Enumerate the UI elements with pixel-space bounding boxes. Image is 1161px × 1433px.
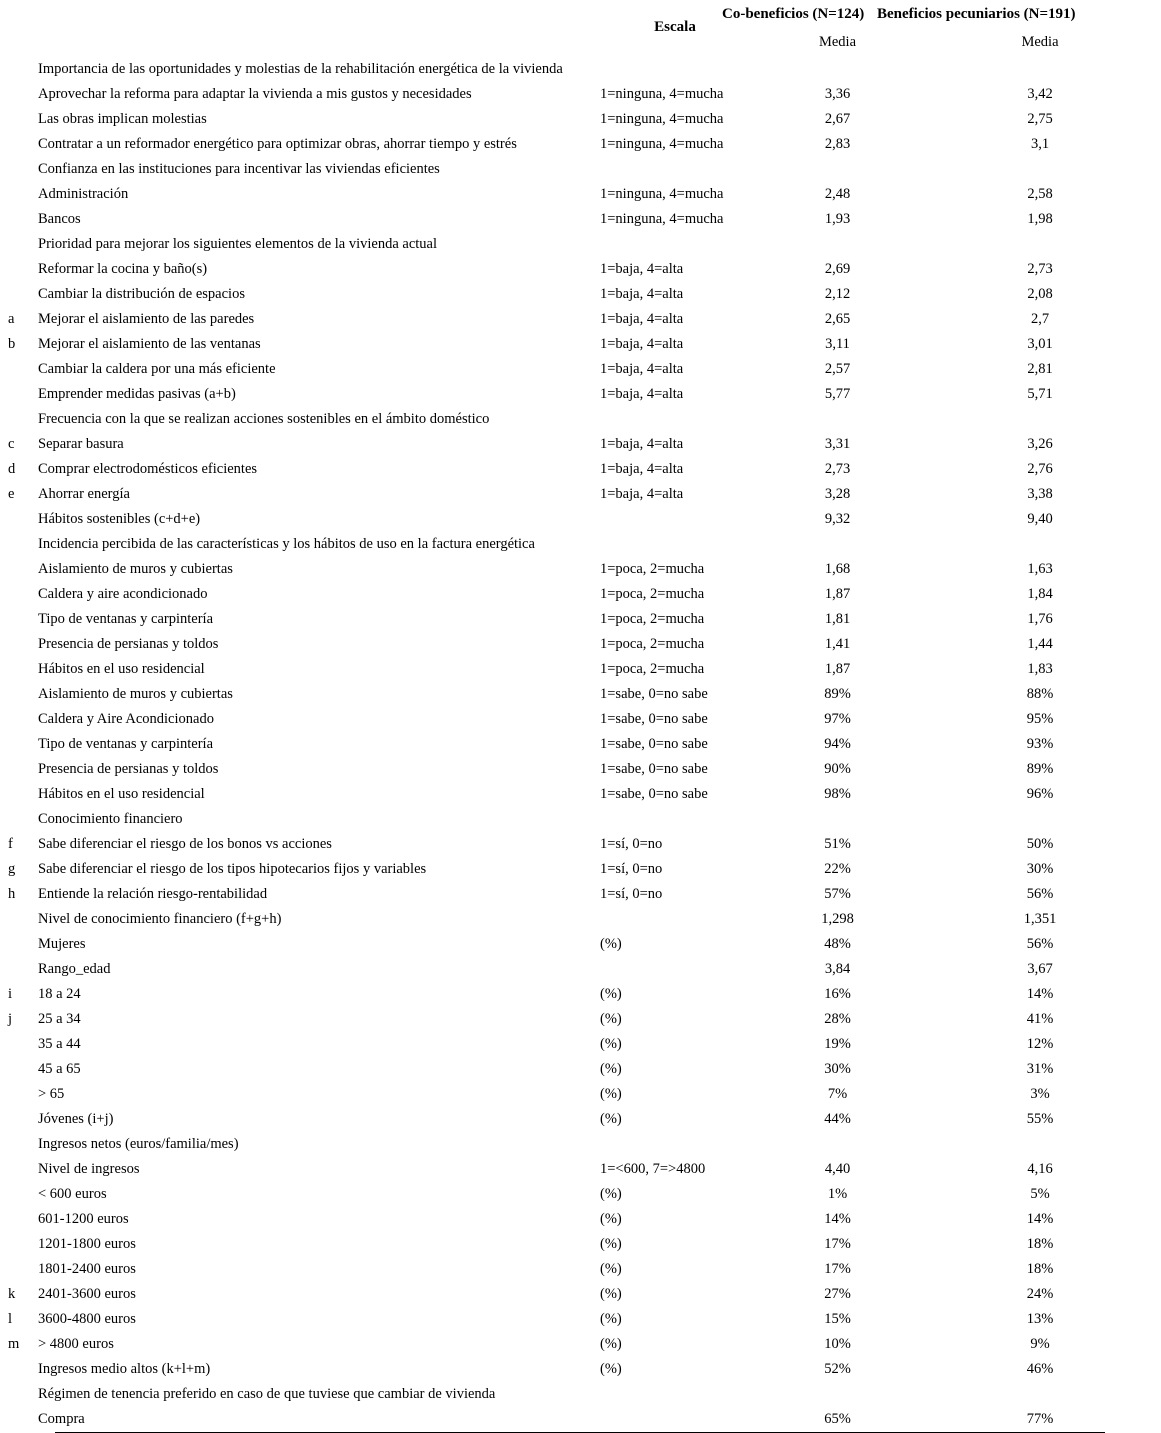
row-mean-co-beneficios: 1,41 [824, 636, 851, 652]
section-row [0, 232, 1161, 257]
table-row [0, 907, 1161, 932]
table-row [0, 1207, 1161, 1232]
table-row [0, 882, 1161, 907]
row-marker: c [8, 436, 15, 452]
row-scale: (%) [600, 1211, 622, 1227]
row-scale: 1=baja, 4=alta [600, 361, 684, 377]
row-scale: 1=baja, 4=alta [600, 286, 684, 302]
row-label: Administración [38, 186, 129, 202]
row-label: Caldera y Aire Acondicionado [38, 711, 214, 727]
row-label: 45 a 65 [38, 1061, 81, 1077]
row-mean-beneficios-pecuniarios: 13% [1026, 1311, 1054, 1327]
row-label: Presencia de persianas y toldos [38, 636, 219, 652]
row-mean-beneficios-pecuniarios: 2,76 [1027, 461, 1053, 477]
row-mean-beneficios-pecuniarios: 30% [1026, 861, 1054, 877]
row-mean-beneficios-pecuniarios: 3,26 [1027, 436, 1053, 452]
row-mean-co-beneficios: 57% [824, 886, 851, 902]
row-mean-beneficios-pecuniarios: 3,38 [1027, 486, 1053, 502]
row-mean-co-beneficios: 17% [824, 1236, 851, 1252]
row-label: Cambiar la distribución de espacios [38, 286, 245, 302]
row-scale: (%) [600, 1261, 622, 1277]
row-scale: (%) [600, 936, 622, 952]
section-row [0, 1132, 1161, 1157]
row-scale: (%) [600, 1111, 622, 1127]
table-row [0, 1082, 1161, 1107]
row-label: 25 a 34 [38, 1011, 81, 1027]
row-label: 35 a 44 [38, 1036, 81, 1052]
table-row [0, 782, 1161, 807]
row-label: 1801-2400 euros [38, 1261, 136, 1277]
section-row [0, 157, 1161, 182]
section-label: Ingresos netos (euros/familia/mes) [38, 1136, 239, 1152]
row-mean-beneficios-pecuniarios: 88% [1026, 686, 1054, 702]
table-row [0, 182, 1161, 207]
row-label: Sabe diferenciar el riesgo de los tipos hipotecarios fijos y variables [38, 861, 427, 877]
row-mean-co-beneficios: 3,84 [824, 961, 851, 977]
row-scale: 1=sabe, 0=no sabe [600, 686, 708, 702]
row-scale: (%) [600, 986, 622, 1002]
row-mean-beneficios-pecuniarios: 4,16 [1027, 1161, 1053, 1177]
column-subheader-media-co-beneficios: Media [818, 34, 857, 50]
row-label: Aislamiento de muros y cubiertas [38, 686, 233, 702]
section-row [0, 57, 1161, 82]
row-mean-beneficios-pecuniarios: 14% [1026, 986, 1054, 1002]
table-header [0, 0, 1161, 57]
section-label: Prioridad para mejorar los siguientes elementos de la vivienda actual [38, 236, 438, 252]
table-row [0, 932, 1161, 957]
row-scale: (%) [600, 1236, 622, 1252]
row-scale: 1=baja, 4=alta [600, 311, 684, 327]
row-label: Hábitos en el uso residencial [38, 786, 205, 802]
row-mean-beneficios-pecuniarios: 96% [1026, 786, 1054, 802]
row-label: 2401-3600 euros [38, 1286, 136, 1302]
row-mean-co-beneficios: 1,68 [824, 561, 851, 577]
row-marker: h [8, 886, 16, 902]
row-mean-beneficios-pecuniarios: 2,75 [1027, 111, 1053, 127]
row-mean-co-beneficios: 28% [824, 1011, 851, 1027]
section-label: Régimen de tenencia preferido en caso de que tuviese que cambiar de vivienda [38, 1386, 496, 1402]
row-marker: f [8, 836, 13, 852]
row-mean-beneficios-pecuniarios: 2,81 [1027, 361, 1053, 377]
column-group-header-beneficios-pecuniarios: Beneficios pecuniarios (N=191) [877, 6, 1076, 22]
table-row [0, 957, 1161, 982]
row-scale: 1=sabe, 0=no sabe [600, 761, 708, 777]
section-row [0, 807, 1161, 832]
row-label: 601-1200 euros [38, 1211, 129, 1227]
row-mean-beneficios-pecuniarios: 89% [1026, 761, 1054, 777]
row-scale: 1=sabe, 0=no sabe [600, 786, 708, 802]
table-row [0, 582, 1161, 607]
table-row [0, 1307, 1161, 1332]
row-mean-beneficios-pecuniarios: 5,71 [1027, 386, 1053, 402]
row-label: Contratar a un reformador energético para optimizar obras, ahorrar tiempo y estrés [38, 136, 517, 152]
row-mean-co-beneficios: 2,48 [824, 186, 851, 202]
row-mean-beneficios-pecuniarios: 9% [1030, 1336, 1050, 1352]
section-row [0, 532, 1161, 557]
row-mean-beneficios-pecuniarios: 2,7 [1030, 311, 1050, 327]
row-mean-co-beneficios: 1,93 [824, 211, 851, 227]
table-row [0, 857, 1161, 882]
row-mean-co-beneficios: 4,40 [824, 1161, 851, 1177]
row-mean-beneficios-pecuniarios: 14% [1026, 1211, 1054, 1227]
table-row [0, 1007, 1161, 1032]
row-mean-co-beneficios: 3,11 [825, 336, 850, 352]
row-mean-co-beneficios: 1,298 [821, 911, 854, 927]
row-mean-co-beneficios: 2,83 [824, 136, 851, 152]
row-mean-co-beneficios: 22% [824, 861, 851, 877]
table-row [0, 1232, 1161, 1257]
row-mean-beneficios-pecuniarios: 3,67 [1027, 961, 1053, 977]
row-mean-co-beneficios: 1,87 [824, 661, 851, 677]
row-scale: 1=poca, 2=mucha [600, 611, 705, 627]
row-mean-co-beneficios: 10% [824, 1336, 851, 1352]
row-mean-co-beneficios: 52% [824, 1361, 851, 1377]
row-label: Ingresos medio altos (k+l+m) [38, 1361, 211, 1377]
table-row [0, 1157, 1161, 1182]
row-mean-beneficios-pecuniarios: 18% [1026, 1261, 1054, 1277]
row-label: 3600-4800 euros [38, 1311, 136, 1327]
row-label: Rango_edad [38, 961, 111, 977]
row-mean-co-beneficios: 17% [824, 1261, 851, 1277]
row-mean-co-beneficios: 65% [824, 1411, 851, 1427]
table-row [0, 332, 1161, 357]
row-label: Tipo de ventanas y carpintería [38, 611, 214, 627]
row-mean-co-beneficios: 2,65 [824, 311, 851, 327]
row-scale: 1=poca, 2=mucha [600, 586, 705, 602]
row-label: Ahorrar energía [38, 486, 130, 502]
table-row [0, 632, 1161, 657]
row-mean-co-beneficios: 30% [824, 1061, 851, 1077]
row-mean-beneficios-pecuniarios: 3,1 [1030, 136, 1050, 152]
row-scale: 1=baja, 4=alta [600, 336, 684, 352]
row-marker: e [8, 486, 15, 502]
row-mean-beneficios-pecuniarios: 55% [1026, 1111, 1054, 1127]
table-row [0, 82, 1161, 107]
section-label: Frecuencia con la que se realizan acciones sostenibles en el ámbito doméstico [38, 411, 490, 427]
row-label: Tipo de ventanas y carpintería [38, 736, 214, 752]
row-marker: k [8, 1286, 16, 1302]
row-mean-beneficios-pecuniarios: 1,83 [1027, 661, 1053, 677]
row-mean-beneficios-pecuniarios: 2,73 [1027, 261, 1053, 277]
table-row [0, 1182, 1161, 1207]
row-mean-co-beneficios: 3,36 [824, 86, 851, 102]
row-scale: 1=poca, 2=mucha [600, 661, 705, 677]
table-row [0, 1032, 1161, 1057]
row-mean-co-beneficios: 98% [824, 786, 851, 802]
row-mean-co-beneficios: 9,32 [824, 511, 851, 527]
row-label: Jóvenes (i+j) [38, 1111, 114, 1127]
row-scale: 1=baja, 4=alta [600, 461, 684, 477]
row-scale: 1=baja, 4=alta [600, 486, 684, 502]
row-label: Compra [38, 1411, 85, 1427]
section-row [0, 1382, 1161, 1407]
row-mean-co-beneficios: 3,28 [824, 486, 851, 502]
table-row [0, 257, 1161, 282]
row-label: Nivel de conocimiento financiero (f+g+h) [38, 911, 282, 927]
row-label: > 65 [38, 1086, 65, 1102]
row-mean-co-beneficios: 2,69 [824, 261, 851, 277]
row-marker: l [8, 1311, 13, 1327]
row-label: > 4800 euros [38, 1336, 114, 1352]
row-mean-beneficios-pecuniarios: 77% [1026, 1411, 1054, 1427]
column-subheader-media-beneficios-pecuniarios: Media [1021, 34, 1059, 50]
row-scale: 1=sí, 0=no [600, 886, 663, 902]
row-mean-beneficios-pecuniarios: 3,01 [1027, 336, 1053, 352]
row-scale: 1=baja, 4=alta [600, 386, 684, 402]
row-mean-beneficios-pecuniarios: 12% [1026, 1036, 1054, 1052]
row-scale: 1=sabe, 0=no sabe [600, 711, 708, 727]
row-mean-beneficios-pecuniarios: 3,42 [1027, 86, 1053, 102]
table-row [0, 482, 1161, 507]
section-label: Importancia de las oportunidades y molestias de la rehabilitación energética de la vivienda [38, 61, 563, 77]
table-row [0, 732, 1161, 757]
row-mean-beneficios-pecuniarios: 2,08 [1027, 286, 1053, 302]
row-mean-beneficios-pecuniarios: 46% [1026, 1361, 1054, 1377]
row-mean-beneficios-pecuniarios: 56% [1026, 936, 1054, 952]
row-label: 1201-1800 euros [38, 1236, 136, 1252]
row-label: Mujeres [38, 936, 86, 952]
table-row [0, 457, 1161, 482]
row-mean-co-beneficios: 2,12 [824, 286, 851, 302]
table-row [0, 357, 1161, 382]
row-label: Comprar electrodomésticos eficientes [38, 461, 258, 477]
column-group-header-co-beneficios: Co-beneficios (N=124) [722, 6, 865, 22]
row-mean-beneficios-pecuniarios: 41% [1026, 1011, 1054, 1027]
row-mean-beneficios-pecuniarios: 1,63 [1027, 561, 1053, 577]
table-row [0, 1257, 1161, 1282]
row-mean-beneficios-pecuniarios: 1,98 [1027, 211, 1053, 227]
row-label: Bancos [38, 211, 81, 227]
row-mean-beneficios-pecuniarios: 56% [1026, 886, 1054, 902]
row-marker: a [8, 311, 15, 327]
row-mean-co-beneficios: 97% [824, 711, 851, 727]
table-row [0, 1282, 1161, 1307]
table-row [0, 1057, 1161, 1082]
row-mean-beneficios-pecuniarios: 31% [1026, 1061, 1054, 1077]
row-scale: (%) [600, 1286, 622, 1302]
row-mean-beneficios-pecuniarios: 2,58 [1027, 186, 1053, 202]
row-marker: b [8, 336, 16, 352]
row-scale: (%) [600, 1186, 622, 1202]
row-scale: 1=baja, 4=alta [600, 436, 684, 452]
row-mean-co-beneficios: 7% [827, 1086, 848, 1102]
table-row [0, 757, 1161, 782]
row-label: Hábitos sostenibles (c+d+e) [38, 511, 201, 527]
row-scale: 1=poca, 2=mucha [600, 636, 705, 652]
table-row [0, 1357, 1161, 1382]
row-marker: m [8, 1336, 20, 1352]
row-mean-beneficios-pecuniarios: 18% [1026, 1236, 1054, 1252]
table-row [0, 682, 1161, 707]
table-row [0, 307, 1161, 332]
row-mean-beneficios-pecuniarios: 1,44 [1027, 636, 1053, 652]
row-mean-co-beneficios: 94% [824, 736, 851, 752]
row-label: Entiende la relación riesgo-rentabilidad [38, 886, 268, 902]
row-label: Mejorar el aislamiento de las paredes [38, 311, 255, 327]
section-label: Confianza en las instituciones para incentivar las viviendas eficientes [38, 161, 440, 177]
row-scale: 1=ninguna, 4=mucha [600, 86, 724, 102]
row-scale: 1=sí, 0=no [600, 836, 663, 852]
row-mean-co-beneficios: 2,73 [824, 461, 851, 477]
row-mean-beneficios-pecuniarios: 24% [1026, 1286, 1054, 1302]
row-scale: 1=ninguna, 4=mucha [600, 136, 724, 152]
row-scale: 1=ninguna, 4=mucha [600, 186, 724, 202]
row-label: 18 a 24 [38, 986, 81, 1002]
section-row [0, 407, 1161, 432]
row-scale: 1=ninguna, 4=mucha [600, 211, 724, 227]
row-mean-beneficios-pecuniarios: 95% [1026, 711, 1054, 727]
row-label: Emprender medidas pasivas (a+b) [38, 386, 236, 402]
row-mean-beneficios-pecuniarios: 93% [1026, 736, 1054, 752]
row-mean-co-beneficios: 15% [824, 1311, 851, 1327]
row-scale: 1=baja, 4=alta [600, 261, 684, 277]
section-label: Incidencia percibida de las características y los hábitos de uso en la factura energética [38, 536, 535, 552]
row-mean-co-beneficios: 27% [824, 1286, 851, 1302]
row-scale: 1=ninguna, 4=mucha [600, 111, 724, 127]
row-mean-co-beneficios: 48% [824, 936, 851, 952]
row-mean-co-beneficios: 44% [824, 1111, 851, 1127]
row-mean-beneficios-pecuniarios: 1,76 [1027, 611, 1053, 627]
table-row [0, 207, 1161, 232]
row-marker: j [8, 1011, 13, 1027]
row-mean-co-beneficios: 1,81 [824, 611, 851, 627]
row-mean-beneficios-pecuniarios: 5% [1030, 1186, 1050, 1202]
row-mean-co-beneficios: 51% [824, 836, 851, 852]
row-mean-co-beneficios: 19% [824, 1036, 851, 1052]
row-marker: d [8, 461, 16, 477]
table-row [0, 1332, 1161, 1357]
row-scale: (%) [600, 1036, 622, 1052]
row-mean-co-beneficios: 3,31 [824, 436, 851, 452]
row-label: < 600 euros [38, 1186, 107, 1202]
row-scale: (%) [600, 1361, 622, 1377]
table-row [0, 1107, 1161, 1132]
table-row [0, 132, 1161, 157]
row-label: Presencia de persianas y toldos [38, 761, 219, 777]
row-scale: (%) [600, 1311, 622, 1327]
row-label: Caldera y aire acondicionado [38, 586, 208, 602]
row-mean-co-beneficios: 16% [824, 986, 851, 1002]
row-label: Aislamiento de muros y cubiertas [38, 561, 233, 577]
table-row [0, 432, 1161, 457]
table-row [0, 557, 1161, 582]
table-row [0, 657, 1161, 682]
row-label: Cambiar la caldera por una más eficiente [38, 361, 276, 377]
row-mean-co-beneficios: 1% [827, 1186, 848, 1202]
row-scale: (%) [600, 1011, 622, 1027]
row-label: Sabe diferenciar el riesgo de los bonos vs acciones [38, 836, 332, 852]
row-scale: (%) [600, 1061, 622, 1077]
table-row [0, 1407, 1161, 1432]
table-row [0, 282, 1161, 307]
row-mean-beneficios-pecuniarios: 1,351 [1023, 911, 1057, 927]
row-mean-co-beneficios: 89% [824, 686, 851, 702]
row-scale: 1=sí, 0=no [600, 861, 663, 877]
row-label: Las obras implican molestias [38, 111, 207, 127]
column-header-escala: Escala [654, 19, 696, 35]
row-label: Separar basura [38, 436, 124, 452]
row-scale: 1=<600, 7=>4800 [600, 1161, 706, 1177]
row-scale: 1=poca, 2=mucha [600, 561, 705, 577]
row-marker: g [8, 861, 16, 877]
section-label: Conocimiento financiero [38, 811, 183, 827]
table-row [0, 382, 1161, 407]
table-row [0, 707, 1161, 732]
row-mean-co-beneficios: 5,77 [824, 386, 851, 402]
row-mean-co-beneficios: 14% [824, 1211, 851, 1227]
table-row [0, 107, 1161, 132]
row-scale: (%) [600, 1086, 622, 1102]
row-scale: 1=sabe, 0=no sabe [600, 736, 708, 752]
row-mean-beneficios-pecuniarios: 50% [1026, 836, 1054, 852]
row-mean-co-beneficios: 2,67 [824, 111, 851, 127]
table-row [0, 607, 1161, 632]
row-mean-beneficios-pecuniarios: 1,84 [1027, 586, 1053, 602]
row-label: Reformar la cocina y baño(s) [38, 261, 208, 277]
row-label: Nivel de ingresos [38, 1161, 140, 1177]
table-row [0, 982, 1161, 1007]
row-label: Aprovechar la reforma para adaptar la vivienda a mis gustos y necesidades [38, 86, 472, 102]
table-row [0, 832, 1161, 857]
row-mean-co-beneficios: 90% [824, 761, 851, 777]
table-row [0, 507, 1161, 532]
row-scale: (%) [600, 1336, 622, 1352]
row-mean-beneficios-pecuniarios: 9,40 [1027, 511, 1053, 527]
table-body [0, 57, 1161, 1432]
row-mean-co-beneficios: 1,87 [824, 586, 851, 602]
row-label: Hábitos en el uso residencial [38, 661, 205, 677]
row-label: Mejorar el aislamiento de las ventanas [38, 336, 261, 352]
row-mean-beneficios-pecuniarios: 3% [1030, 1086, 1050, 1102]
row-marker: i [8, 986, 13, 1002]
row-mean-co-beneficios: 2,57 [824, 361, 851, 377]
